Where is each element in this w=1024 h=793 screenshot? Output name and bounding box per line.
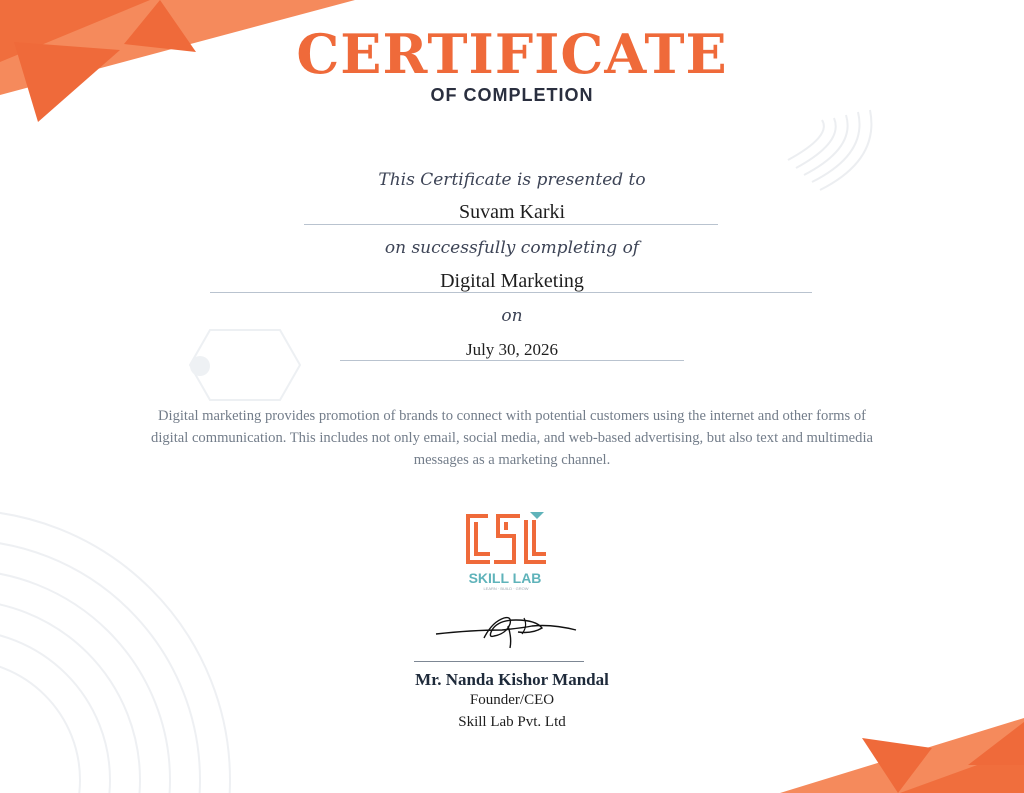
course-name: Digital Marketing xyxy=(440,270,584,292)
completion-date: July 30, 2026 xyxy=(465,340,559,359)
on-text: on xyxy=(501,306,523,326)
date-underline xyxy=(340,360,684,361)
recipient-name: Suvam Karki xyxy=(458,201,566,223)
certificate-title: CERTIFICATE xyxy=(296,22,728,86)
logo-name: SKILL LAB xyxy=(468,570,542,586)
course-description: Digital marketing provides promotion of brands to connect with potential customers using the internet and other forms of digital communication. This includes not only email, social media, and web-based advertising, but also text and multimedia messages as a marketing channel. xyxy=(151,408,873,468)
presented-text: This Certificate is presented to xyxy=(378,170,646,190)
signatory-title: Founder/CEO xyxy=(469,692,555,708)
completing-text: on successfully completing of xyxy=(384,238,640,258)
signature-line xyxy=(414,661,584,662)
signatory-organization: Skill Lab Pvt. Ltd xyxy=(458,714,566,730)
signature-icon xyxy=(432,608,582,652)
signatory-name: Mr. Nanda Kishor Mandal xyxy=(415,670,609,689)
course-underline xyxy=(210,292,812,293)
logo-tagline: LEARN · BUILD · GROW xyxy=(483,586,529,591)
name-underline xyxy=(304,224,718,225)
certificate-subtitle: OF COMPLETION xyxy=(430,85,594,105)
